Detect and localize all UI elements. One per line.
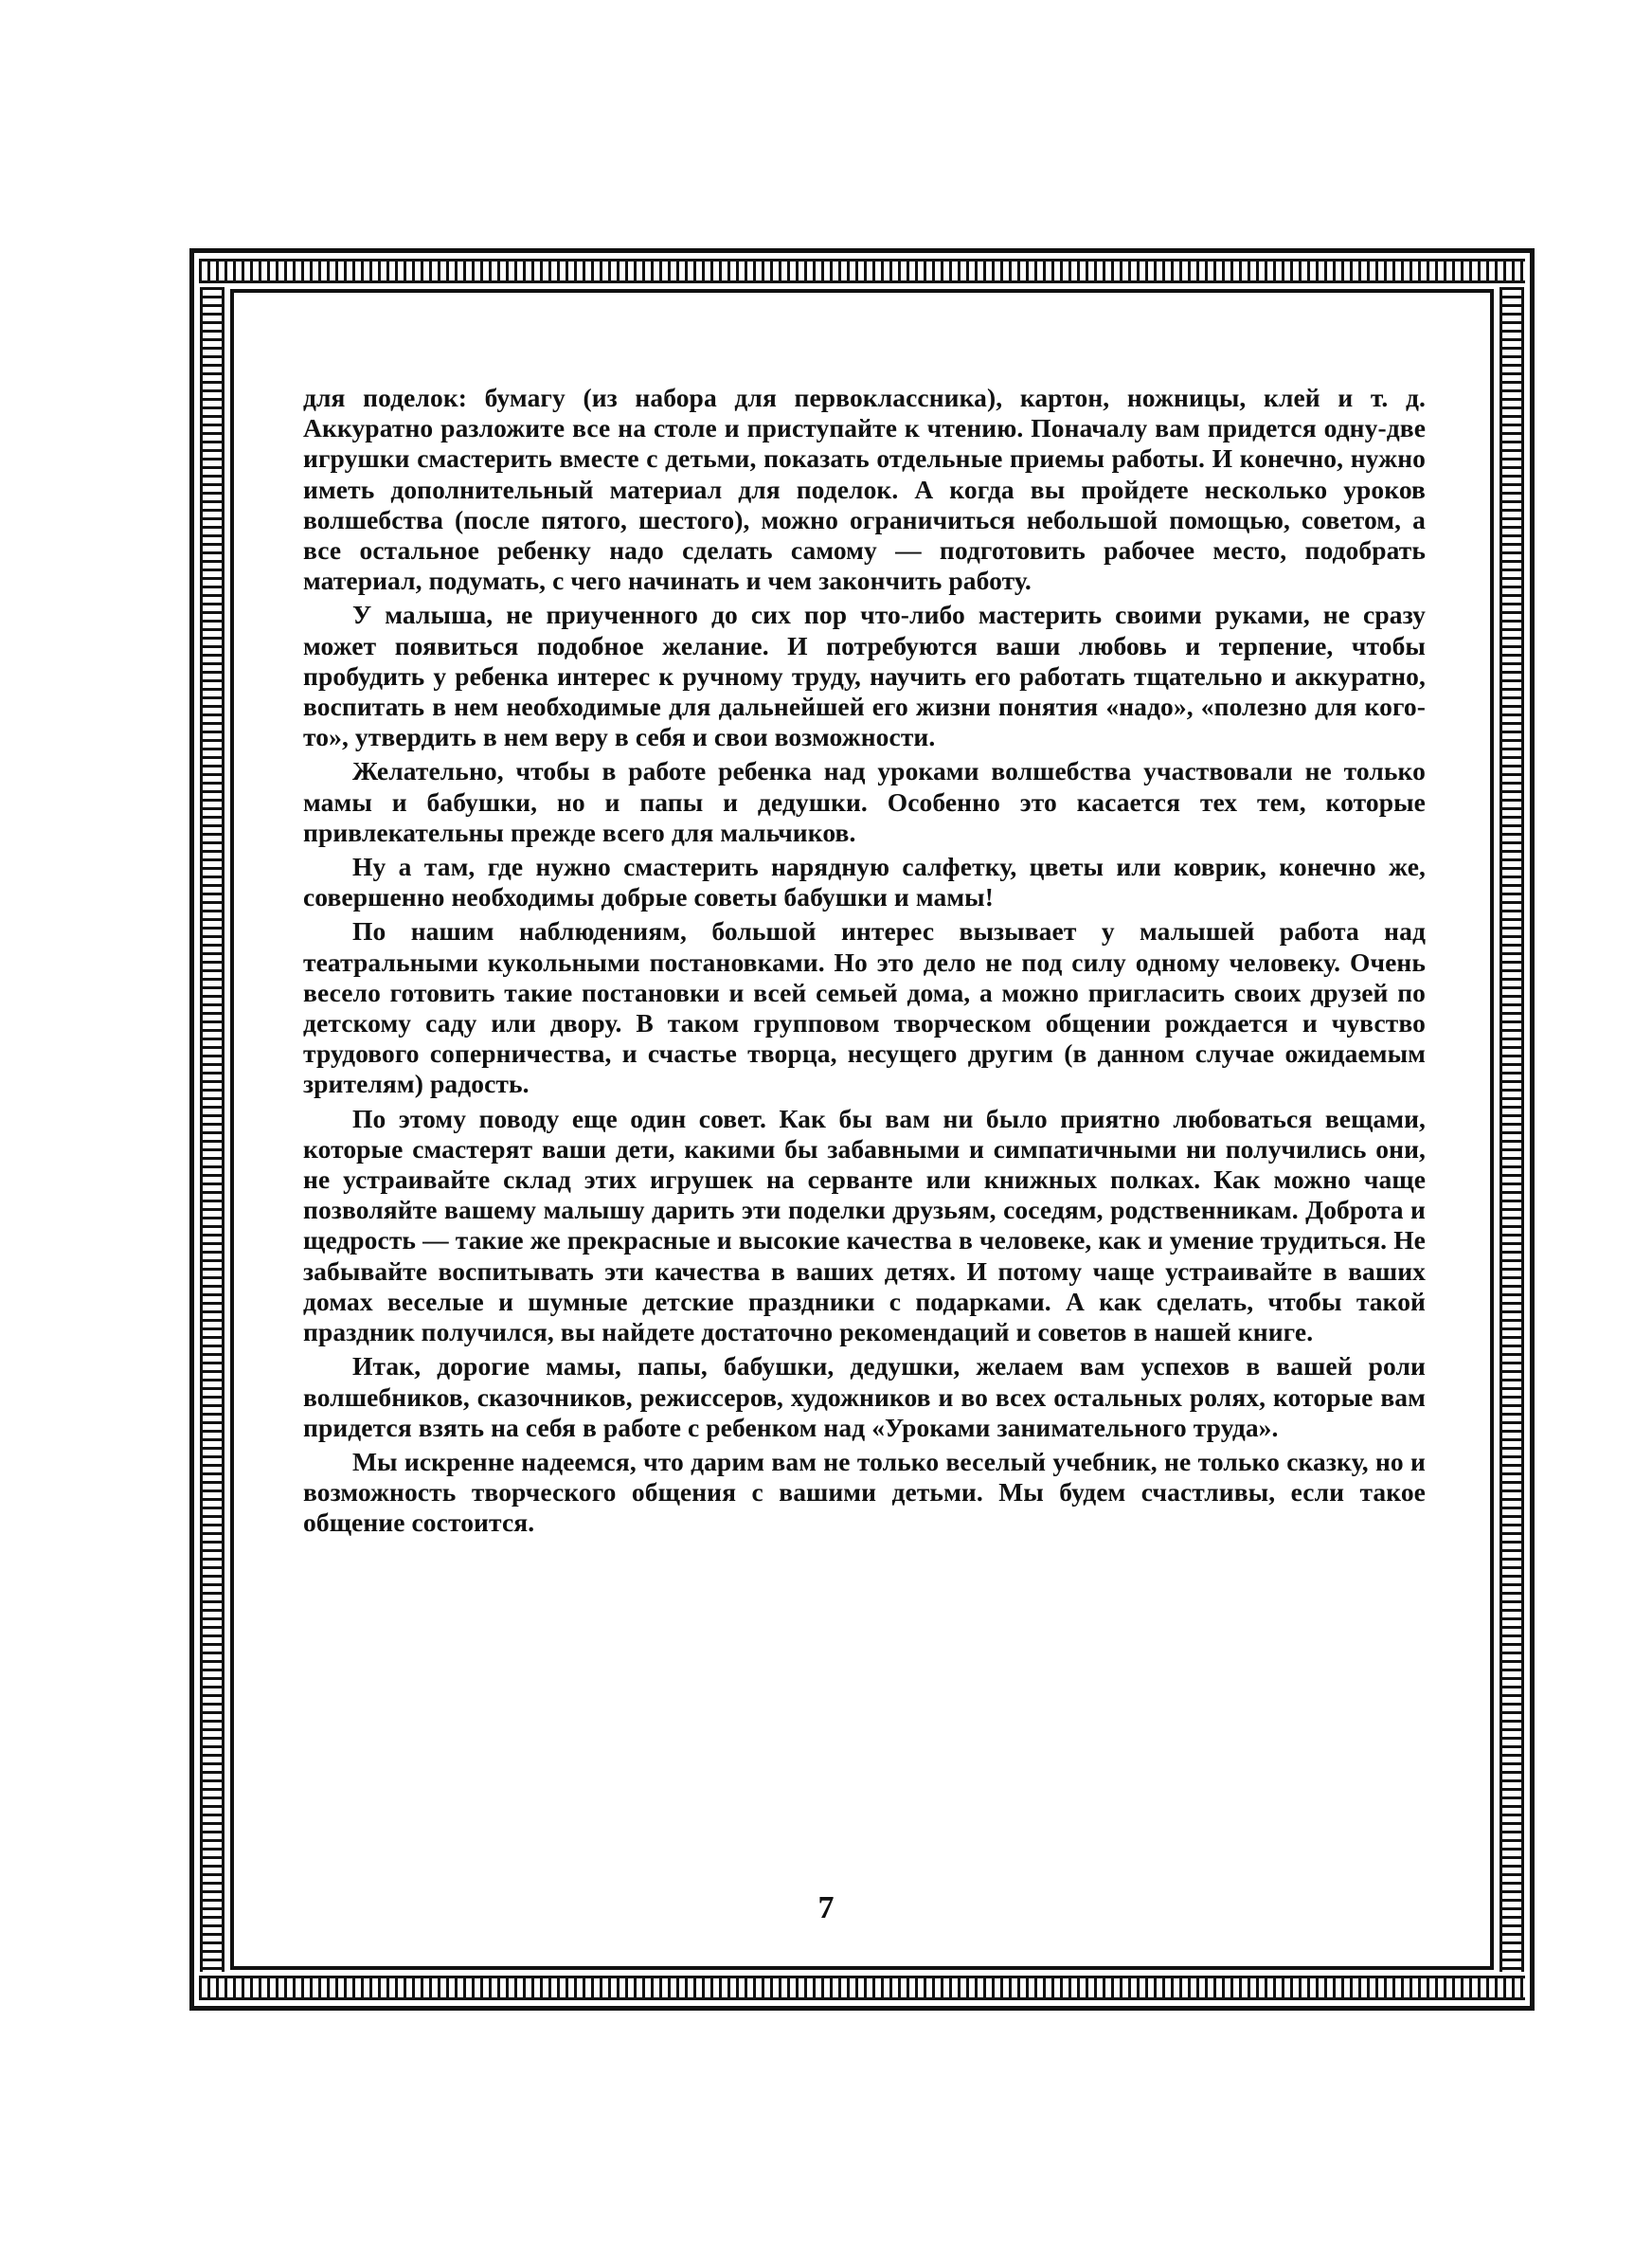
paragraph: Ну а там, где нужно смастерить нарядную салфетку, цветы или коврик, конечно же, совершенно необходимы добрые советы бабушки и мамы! bbox=[303, 852, 1426, 912]
paragraph: Мы искренне надеемся, что дарим вам не только веселый учебник, не только сказку, но и возможность творческого общения с вашими детьми. Мы будем счастливы, если такое общение состоится. bbox=[303, 1446, 1426, 1538]
border-ornament-top bbox=[199, 259, 1525, 283]
paragraph: По этому поводу еще один совет. Как бы вам ни было приятно любоваться вещами, которые смастерят ваши дети, какими бы забавными и симпатичными ни получились они, не устраивайте склад этих игрушек на серванте или книжных полках. Как можно чаще позволяйте вашему малышу дарить эти поделки друзьям, соседям, родственникам. Доброта и щедрость — такие же прекрасные и высокие качества в человеке, как и умение трудиться. Не забывайте воспитывать эти качества в ваших детях. И потому чаще устраивайте в ваших домах веселые и шумные детские праздники с подарками. А как сделать, чтобы такой праздник получился, вы найдете достаточно рекомендаций и советов в нашей книге. bbox=[303, 1103, 1426, 1347]
page-number: 7 bbox=[817, 1890, 835, 1925]
body-text bbox=[303, 383, 1426, 1543]
border-ornament-left bbox=[200, 287, 224, 1972]
paragraph: По нашим наблюдениям, большой интерес вызывает у малышей работа над театральными кукольными постановками. Но это дело не под силу одному человеку. Очень весело готовить такие постановки и всей семьей дома, а можно пригласить своих друзей по детскому саду или двору. В таком групповом творческом общении рождается и чувство трудового соперничества, и счастье творца, несущего другим (в данном случае ожидаемым зрителям) радость. bbox=[303, 916, 1426, 1099]
paragraph: Желательно, чтобы в работе ребенка над уроками волшебства участвовали не только мамы и бабушки, но и папы и дедушки. Особенно это касается тех тем, которые привлекательны прежде всего для мальчиков. bbox=[303, 756, 1426, 847]
border-ornament-right bbox=[1499, 287, 1524, 1972]
paragraph: Итак, дорогие мамы, папы, бабушки, дедушки, желаем вам успехов в вашей роли волшебников, сказочников, режиссеров, художников и во всех остальных ролях, которые вам придется взять на себя в работе с ребенком над «Уроками занимательного труда». bbox=[303, 1351, 1426, 1442]
border-ornament-bottom bbox=[199, 1976, 1525, 2000]
paragraph: для поделок: бумагу (из набора для первоклассника), картон, ножницы, клей и т. д. Аккуратно разложите все на столе и приступайте к чтению. Поначалу вам придется одну-две игрушки смастерить вместе с детьми, показать отдельные приемы работы. И конечно, нужно иметь дополнительный материал для поделок. А когда вы пройдете несколько уроков волшебства (после пятого, шестого), можно ограничиться небольшой помощью, советом, а все остальное ребенку надо сделать самому — подготовить рабочее место, подобрать материал, подумать, с чего начинать и чем закончить работу. bbox=[303, 383, 1426, 596]
paragraph: У малыша, не приученного до сих пор что-либо мастерить своими руками, не сразу может появиться подобное желание. И потребуются ваши любовь и терпение, чтобы пробудить у ребенка интерес к ручному труду, научить его работать тщательно и аккуратно, воспитать в нем необходимые для дальнейшей его жизни понятия «надо», «полезно для кого-то», утвердить в нем веру в себя и свои возможности. bbox=[303, 600, 1426, 752]
